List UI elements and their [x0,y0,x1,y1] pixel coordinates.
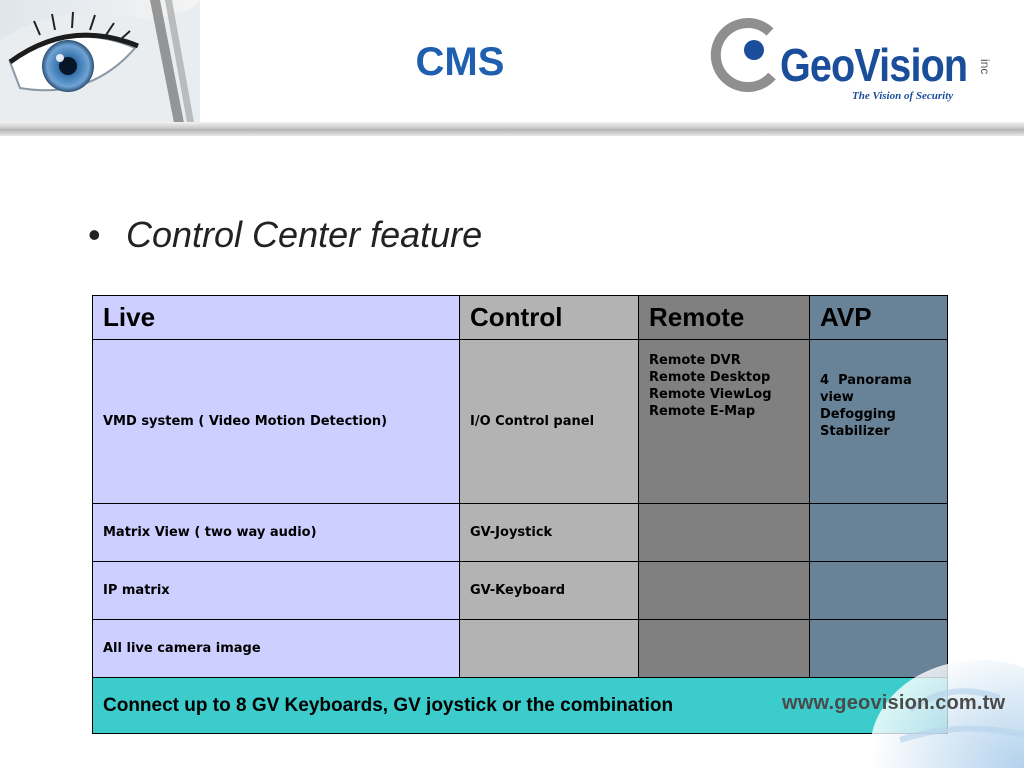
page-title: CMS [415,40,505,84]
avp-item: 4 Panorama view [820,373,917,405]
table-row [93,562,948,620]
website-url: www.geovision.com.tw [782,692,1006,714]
bullet-text: Control Center feature [126,214,483,255]
cell-remote [639,340,810,504]
cell-control: GV-Keyboard [460,562,639,620]
cell-control [460,620,639,678]
remote-item: Remote DVR [649,353,741,368]
cell-avp [810,340,948,504]
geovision-logo [708,14,1008,109]
cell-remote [639,562,810,620]
bullet-dot: • [88,214,101,255]
bullet-heading [88,214,482,256]
cell-live: Matrix View ( two way audio) [93,504,460,562]
cell-remote [639,620,810,678]
geovision-emblem-icon [708,18,783,98]
header-remote: Remote [639,296,810,340]
remote-item: Remote Desktop [649,370,771,385]
logo-inc: inc [978,59,992,75]
footer-note: Connect up to 8 GV Keyboards, GV joystick or the combination [93,678,948,734]
table-header-row [93,296,948,340]
logo-name: GeoVision [780,39,968,91]
cell-control: GV-Joystick [460,504,639,562]
table-row [93,340,948,504]
logo-tagline: The Vision of Security [852,90,954,102]
header-avp: AVP [810,296,948,340]
avp-item: Stabilizer [820,424,890,439]
remote-item: Remote ViewLog [649,387,772,402]
avp-item: Defogging [820,407,896,422]
cell-control: I/O Control panel [460,340,639,504]
header-control: Control [460,296,639,340]
table-row [93,504,948,562]
remote-item: Remote E-Map [649,404,756,419]
cell-live: VMD system ( Video Motion Detection) [93,340,460,504]
cell-avp [810,504,948,562]
header-live: Live [93,296,460,340]
cell-live: IP matrix [93,562,460,620]
cell-avp [810,562,948,620]
eye-image [0,0,200,128]
cell-live: All live camera image [93,620,460,678]
header-divider-bar [0,122,1024,136]
cell-remote [639,504,810,562]
